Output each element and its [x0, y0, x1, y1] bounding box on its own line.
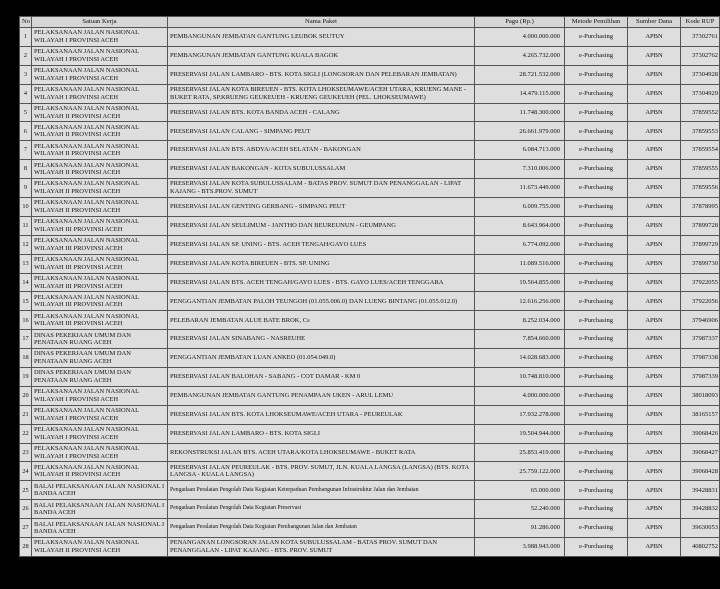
- cell-satuan-kerja: PELAKSANAAN JALAN NASIONAL WILAYAH III PROVINSI ACEH: [32, 235, 168, 254]
- cell-pagu: 65.000.000: [475, 481, 565, 500]
- table-row: [20, 103, 720, 122]
- cell-nama-paket: PRESERVASI JALAN KOTA BIREUEN - BTS. KOTA LHOKSEUMAWE/ACEH UTARA, KRUENG MANE - BUKET RATA, SP.KRUENG GEUKEUEH - KRUENG GEUKEUEH (PEL. LHOKSEUMAWE): [168, 84, 475, 103]
- cell-nama-paket: PRESERVASI JALAN GENTING GERBANG - SIMPANG PEUT: [168, 198, 475, 217]
- cell-nama-paket: PRESERVASI JALAN BTS. KOTA BANDA ACEH - CALANG: [168, 103, 475, 122]
- table-row: [20, 443, 720, 462]
- table-row: [20, 368, 720, 387]
- cell-satuan-kerja: PELAKSANAAN JALAN NASIONAL WILAYAH II PROVINSI ACEH: [32, 538, 168, 557]
- cell-pagu: 19.564.855.000: [475, 273, 565, 292]
- cell-no: 22: [20, 424, 32, 443]
- cell-kode-rup: 40802752: [681, 538, 720, 557]
- cell-no: 14: [20, 273, 32, 292]
- cell-nama-paket: REKONSTRUKSI JALAN BTS. ACEH UTARA/KOTA LHOKSEUMAWE - BUKET RATA: [168, 443, 475, 462]
- cell-kode-rup: 37922056: [681, 292, 720, 311]
- cell-metode-pemilihan: e-Purchasing: [565, 160, 628, 179]
- cell-metode-pemilihan: e-Purchasing: [565, 103, 628, 122]
- cell-metode-pemilihan: e-Purchasing: [565, 216, 628, 235]
- cell-nama-paket: PRESERVASI JALAN SINABANG - NASREUHE: [168, 330, 475, 349]
- cell-pagu: 11.673.449.000: [475, 179, 565, 198]
- cell-no: 18: [20, 349, 32, 368]
- cell-metode-pemilihan: e-Purchasing: [565, 254, 628, 273]
- cell-sumber-dana: APBN: [628, 235, 681, 254]
- header-pagu: Pagu (Rp.): [475, 17, 565, 28]
- cell-satuan-kerja: PELAKSANAAN JALAN NASIONAL WILAYAH III PROVINSI ACEH: [32, 311, 168, 330]
- cell-no: 7: [20, 141, 32, 160]
- cell-no: 12: [20, 235, 32, 254]
- cell-satuan-kerja: PELAKSANAAN JALAN NASIONAL WILAYAH I PROVINSI ACEH: [32, 65, 168, 84]
- cell-metode-pemilihan: e-Purchasing: [565, 462, 628, 481]
- cell-kode-rup: 37987339: [681, 368, 720, 387]
- cell-no: 8: [20, 160, 32, 179]
- cell-nama-paket: PENGGANTIAN JEMBATAN LUAN ANKEO (01.054.049.0): [168, 349, 475, 368]
- table-row: [20, 216, 720, 235]
- cell-metode-pemilihan: e-Purchasing: [565, 424, 628, 443]
- cell-pagu: 26.661.979.000: [475, 122, 565, 141]
- table-row: [20, 424, 720, 443]
- cell-no: 15: [20, 292, 32, 311]
- cell-nama-paket: PRESERVASI JALAN SP. UNING - BTS. ACEH TENGAH/GAYO LUES: [168, 235, 475, 254]
- cell-no: 1: [20, 28, 32, 47]
- cell-satuan-kerja: DINAS PEKERJAAN UMUM DAN PENATAAN RUANG ACEH: [32, 330, 168, 349]
- cell-pagu: 91.286.000: [475, 519, 565, 538]
- cell-nama-paket: PEMBANGUNAN JEMBATAN GANTUNG PENAMPAAN UKEN - ARUL LEMU: [168, 386, 475, 405]
- cell-metode-pemilihan: e-Purchasing: [565, 122, 628, 141]
- table-row: [20, 179, 720, 198]
- cell-sumber-dana: APBN: [628, 273, 681, 292]
- table-row: [20, 160, 720, 179]
- cell-no: 23: [20, 443, 32, 462]
- cell-pagu: 6.009.755.000: [475, 198, 565, 217]
- cell-metode-pemilihan: e-Purchasing: [565, 481, 628, 500]
- cell-pagu: 14.479.115.000: [475, 84, 565, 103]
- table-row: [20, 65, 720, 84]
- cell-no: 6: [20, 122, 32, 141]
- cell-nama-paket: PELEBARAN JEMBATAN ALUE BATE BROK, Cs: [168, 311, 475, 330]
- cell-nama-paket: PENANGANAN LONGSORAN JALAN KOTA SUBULUSSALAM - BATAS PROV. SUMUT DAN PENANGGALAN - LIPAT KAJANG - BTS. PROV. SUMUT: [168, 538, 475, 557]
- cell-kode-rup: 37859552: [681, 103, 720, 122]
- cell-no: 25: [20, 481, 32, 500]
- cell-sumber-dana: APBN: [628, 216, 681, 235]
- cell-kode-rup: 37304929: [681, 84, 720, 103]
- cell-kode-rup: 38018093: [681, 386, 720, 405]
- cell-sumber-dana: APBN: [628, 160, 681, 179]
- table-row: [20, 46, 720, 65]
- cell-sumber-dana: APBN: [628, 179, 681, 198]
- cell-nama-paket: PRESERVASI JALAN KOTA SUBULUSSALAM - BATAS PROV. SUMUT DAN PENANGGALAN - LIPAT KAJANG - BTS.PROV. SUMUT: [168, 179, 475, 198]
- cell-satuan-kerja: BALAI PELAKSANAAN JALAN NASIONAL I BANDA ACEH: [32, 481, 168, 500]
- cell-metode-pemilihan: e-Purchasing: [565, 519, 628, 538]
- cell-metode-pemilihan: e-Purchasing: [565, 65, 628, 84]
- cell-nama-paket: PRESERVASI JALAN BTS. ACEH TENGAH/GAYO LUES - BTS. GAYO LUES/ACEH TENGGARA: [168, 273, 475, 292]
- cell-satuan-kerja: PELAKSANAAN JALAN NASIONAL WILAYAH II PROVINSI ACEH: [32, 160, 168, 179]
- table-row: [20, 198, 720, 217]
- table-row: [20, 141, 720, 160]
- table-row: [20, 500, 720, 519]
- cell-pagu: 3.988.943.000: [475, 538, 565, 557]
- cell-kode-rup: 37302761: [681, 28, 720, 47]
- cell-sumber-dana: APBN: [628, 103, 681, 122]
- cell-nama-paket: PEMBANGUNAN JEMBATAN GANTUNG LEUBOK SEUTUY: [168, 28, 475, 47]
- cell-pagu: 8.643.964.000: [475, 216, 565, 235]
- cell-satuan-kerja: PELAKSANAAN JALAN NASIONAL WILAYAH II PROVINSI ACEH: [32, 141, 168, 160]
- cell-pagu: 4.265.732.000: [475, 46, 565, 65]
- header-row: [20, 17, 720, 28]
- cell-kode-rup: 37899728: [681, 216, 720, 235]
- cell-no: 9: [20, 179, 32, 198]
- cell-nama-paket: PRESERVASI JALAN BTS. ABDYA/ACEH SELATAN - BAKONGAN: [168, 141, 475, 160]
- cell-nama-paket: PRESERVASI JALAN PEUREULAK - BTS. PROV. SUMUT, JLN. KUALA LANGSA (LANGSA) (BTS. KOTA LANGSA - KUALA LANGSA): [168, 462, 475, 481]
- cell-sumber-dana: APBN: [628, 462, 681, 481]
- cell-no: 4: [20, 84, 32, 103]
- cell-sumber-dana: APBN: [628, 46, 681, 65]
- cell-satuan-kerja: PELAKSANAAN JALAN NASIONAL WILAYAH II PROVINSI ACEH: [32, 103, 168, 122]
- cell-no: 19: [20, 368, 32, 387]
- cell-kode-rup: 37899729: [681, 235, 720, 254]
- cell-metode-pemilihan: e-Purchasing: [565, 311, 628, 330]
- cell-satuan-kerja: PELAKSANAAN JALAN NASIONAL WILAYAH II PROVINSI ACEH: [32, 462, 168, 481]
- cell-kode-rup: 37899730: [681, 254, 720, 273]
- cell-kode-rup: 37859554: [681, 141, 720, 160]
- cell-pagu: 7.854.660.000: [475, 330, 565, 349]
- cell-metode-pemilihan: e-Purchasing: [565, 141, 628, 160]
- header-kode-rup: Kode RUP: [681, 17, 720, 28]
- cell-kode-rup: 37922055: [681, 273, 720, 292]
- cell-satuan-kerja: PELAKSANAAN JALAN NASIONAL WILAYAH III PROVINSI ACEH: [32, 254, 168, 273]
- cell-kode-rup: 37878995: [681, 198, 720, 217]
- cell-kode-rup: 39428831: [681, 481, 720, 500]
- cell-kode-rup: 37304928: [681, 65, 720, 84]
- cell-nama-paket: PEMBANGUNAN JEMBATAN GANTUNG KUALA BAGOK: [168, 46, 475, 65]
- table-row: [20, 330, 720, 349]
- cell-satuan-kerja: PELAKSANAAN JALAN NASIONAL WILAYAH I PROVINSI ACEH: [32, 386, 168, 405]
- cell-satuan-kerja: PELAKSANAAN JALAN NASIONAL WILAYAH II PROVINSI ACEH: [32, 179, 168, 198]
- cell-sumber-dana: APBN: [628, 443, 681, 462]
- cell-satuan-kerja: PELAKSANAAN JALAN NASIONAL WILAYAH I PROVINSI ACEH: [32, 46, 168, 65]
- cell-nama-paket: PRESERVASI JALAN LAMBARO - BTS. KOTA SIGLI: [168, 424, 475, 443]
- cell-kode-rup: 37859553: [681, 122, 720, 141]
- cell-pagu: 12.616.256.000: [475, 292, 565, 311]
- table-row: [20, 405, 720, 424]
- cell-no: 17: [20, 330, 32, 349]
- cell-satuan-kerja: PELAKSANAAN JALAN NASIONAL WILAYAH I PROVINSI ACEH: [32, 443, 168, 462]
- cell-pagu: 6.774.092.000: [475, 235, 565, 254]
- cell-sumber-dana: APBN: [628, 311, 681, 330]
- cell-metode-pemilihan: e-Purchasing: [565, 28, 628, 47]
- cell-pagu: 6.084.713.000: [475, 141, 565, 160]
- cell-pagu: 8.252.034.000: [475, 311, 565, 330]
- table-row: [20, 122, 720, 141]
- cell-sumber-dana: APBN: [628, 65, 681, 84]
- cell-satuan-kerja: PELAKSANAAN JALAN NASIONAL WILAYAH I PROVINSI ACEH: [32, 405, 168, 424]
- cell-metode-pemilihan: e-Purchasing: [565, 386, 628, 405]
- table-row: [20, 462, 720, 481]
- cell-metode-pemilihan: e-Purchasing: [565, 443, 628, 462]
- cell-satuan-kerja: PELAKSANAAN JALAN NASIONAL WILAYAH I PROVINSI ACEH: [32, 28, 168, 47]
- cell-satuan-kerja: PELAKSANAAN JALAN NASIONAL WILAYAH III PROVINSI ACEH: [32, 292, 168, 311]
- cell-kode-rup: 37859556: [681, 179, 720, 198]
- cell-metode-pemilihan: e-Purchasing: [565, 330, 628, 349]
- cell-no: 26: [20, 500, 32, 519]
- table-row: [20, 84, 720, 103]
- cell-metode-pemilihan: e-Purchasing: [565, 46, 628, 65]
- cell-pagu: 28.721.532.000: [475, 65, 565, 84]
- cell-metode-pemilihan: e-Purchasing: [565, 235, 628, 254]
- cell-sumber-dana: APBN: [628, 254, 681, 273]
- table-row: [20, 28, 720, 47]
- cell-satuan-kerja: PELAKSANAAN JALAN NASIONAL WILAYAH III PROVINSI ACEH: [32, 273, 168, 292]
- cell-sumber-dana: APBN: [628, 330, 681, 349]
- table-row: [20, 349, 720, 368]
- cell-sumber-dana: APBN: [628, 424, 681, 443]
- cell-no: 5: [20, 103, 32, 122]
- cell-sumber-dana: APBN: [628, 368, 681, 387]
- cell-sumber-dana: APBN: [628, 292, 681, 311]
- cell-nama-paket: Pengadaan Peralatan Pengolah Data Kegiatan Pembangunan Jalan dan Jembatan: [168, 519, 475, 538]
- cell-kode-rup: 37859555: [681, 160, 720, 179]
- cell-kode-rup: 39068427: [681, 443, 720, 462]
- cell-metode-pemilihan: e-Purchasing: [565, 84, 628, 103]
- cell-nama-paket: Pengadaan Peralatan Pengolah Data Kegiatan Preservasi: [168, 500, 475, 519]
- cell-sumber-dana: APBN: [628, 141, 681, 160]
- cell-nama-paket: PRESERVASI JALAN BTS. KOTA LHOKSEUMAWE/ACEH UTARA - PEUREULAK: [168, 405, 475, 424]
- table-row: [20, 311, 720, 330]
- cell-satuan-kerja: PELAKSANAAN JALAN NASIONAL WILAYAH I PROVINSI ACEH: [32, 84, 168, 103]
- cell-no: 24: [20, 462, 32, 481]
- cell-kode-rup: 39428832: [681, 500, 720, 519]
- cell-metode-pemilihan: e-Purchasing: [565, 179, 628, 198]
- cell-nama-paket: PRESERVASI JALAN BALOHAN - SABANG - COT DAMAR - KM 0: [168, 368, 475, 387]
- table-row: [20, 386, 720, 405]
- cell-nama-paket: Pengadaan Peralatan Pengolah Data Kegiatan Keterpaduan Pembangunan Infrastruktur Jalan dan Jembatan: [168, 481, 475, 500]
- cell-no: 28: [20, 538, 32, 557]
- cell-kode-rup: 37987337: [681, 330, 720, 349]
- cell-metode-pemilihan: e-Purchasing: [565, 198, 628, 217]
- cell-no: 16: [20, 311, 32, 330]
- cell-pagu: 10.748.810.000: [475, 368, 565, 387]
- cell-metode-pemilihan: e-Purchasing: [565, 500, 628, 519]
- cell-metode-pemilihan: e-Purchasing: [565, 538, 628, 557]
- cell-satuan-kerja: BALAI PELAKSANAAN JALAN NASIONAL I BANDA ACEH: [32, 519, 168, 538]
- cell-nama-paket: PRESERVASI JALAN SEULIMUM - JANTHO DAN BEUREUNUN - GEUMPANG: [168, 216, 475, 235]
- cell-kode-rup: 38165157: [681, 405, 720, 424]
- cell-pagu: 25.853.419.000: [475, 443, 565, 462]
- cell-kode-rup: 37302762: [681, 46, 720, 65]
- cell-satuan-kerja: DINAS PEKERJAAN UMUM DAN PENATAAN RUANG ACEH: [32, 368, 168, 387]
- cell-nama-paket: PRESERVASI JALAN LAMBARO - BTS. KOTA SIGLI (LONGSORAN DAN PELEBARAN JEMBATAN): [168, 65, 475, 84]
- table-row: [20, 519, 720, 538]
- cell-no: 10: [20, 198, 32, 217]
- cell-nama-paket: PRESERVASI JALAN KOTA BIREUEN - BTS. SP. UNING: [168, 254, 475, 273]
- cell-nama-paket: PRESERVASI JALAN BAKONGAN - KOTA SUBULUSSALAM: [168, 160, 475, 179]
- cell-no: 2: [20, 46, 32, 65]
- cell-satuan-kerja: PELAKSANAAN JALAN NASIONAL WILAYAH I PROVINSI ACEH: [32, 424, 168, 443]
- cell-nama-paket: PENGGANTIAN JEMBATAN PALOH TEUNGOH (01.055.006.0) DAN LUENG BINTANG (01.055.012.0): [168, 292, 475, 311]
- table-row: [20, 273, 720, 292]
- table-row: [20, 538, 720, 557]
- cell-pagu: 4.000.000.000: [475, 386, 565, 405]
- cell-metode-pemilihan: e-Purchasing: [565, 368, 628, 387]
- header-no: No: [20, 17, 32, 28]
- cell-pagu: 17.932.278.000: [475, 405, 565, 424]
- cell-no: 13: [20, 254, 32, 273]
- cell-pagu: 11.089.516.000: [475, 254, 565, 273]
- cell-satuan-kerja: PELAKSANAAN JALAN NASIONAL WILAYAH II PROVINSI ACEH: [32, 122, 168, 141]
- header-metode-pemilihan: Metode Pemilihan: [565, 17, 628, 28]
- procurement-table: [19, 16, 720, 557]
- table-row: [20, 254, 720, 273]
- header-nama-paket: Nama Paket: [168, 17, 475, 28]
- cell-sumber-dana: APBN: [628, 349, 681, 368]
- cell-sumber-dana: APBN: [628, 519, 681, 538]
- cell-no: 11: [20, 216, 32, 235]
- cell-sumber-dana: APBN: [628, 122, 681, 141]
- cell-pagu: 25.759.122.000: [475, 462, 565, 481]
- table-row: [20, 481, 720, 500]
- cell-metode-pemilihan: e-Purchasing: [565, 273, 628, 292]
- cell-no: 3: [20, 65, 32, 84]
- cell-satuan-kerja: BALAI PELAKSANAAN JALAN NASIONAL I BANDA ACEH: [32, 500, 168, 519]
- cell-kode-rup: 37987338: [681, 349, 720, 368]
- cell-sumber-dana: APBN: [628, 198, 681, 217]
- cell-no: 20: [20, 386, 32, 405]
- cell-metode-pemilihan: e-Purchasing: [565, 405, 628, 424]
- cell-sumber-dana: APBN: [628, 538, 681, 557]
- cell-sumber-dana: APBN: [628, 405, 681, 424]
- cell-sumber-dana: APBN: [628, 386, 681, 405]
- cell-sumber-dana: APBN: [628, 500, 681, 519]
- cell-pagu: 19.504.944.000: [475, 424, 565, 443]
- cell-pagu: 52.240.000: [475, 500, 565, 519]
- cell-satuan-kerja: PELAKSANAAN JALAN NASIONAL WILAYAH II PROVINSI ACEH: [32, 198, 168, 217]
- cell-kode-rup: 39068426: [681, 424, 720, 443]
- header-satuan-kerja: Satuan Kerja: [32, 17, 168, 28]
- cell-kode-rup: 39068428: [681, 462, 720, 481]
- cell-sumber-dana: APBN: [628, 84, 681, 103]
- cell-nama-paket: PRESERVASI JALAN CALANG - SIMPANG PEUT: [168, 122, 475, 141]
- cell-pagu: 4.000.000.000: [475, 28, 565, 47]
- cell-satuan-kerja: PELAKSANAAN JALAN NASIONAL WILAYAH III PROVINSI ACEH: [32, 216, 168, 235]
- table-row: [20, 292, 720, 311]
- header-sumber-dana: Sumber Dana: [628, 17, 681, 28]
- cell-pagu: 11.748.300.000: [475, 103, 565, 122]
- cell-kode-rup: 37946906: [681, 311, 720, 330]
- cell-sumber-dana: APBN: [628, 28, 681, 47]
- cell-no: 27: [20, 519, 32, 538]
- cell-no: 21: [20, 405, 32, 424]
- cell-metode-pemilihan: e-Purchasing: [565, 292, 628, 311]
- cell-kode-rup: 39630053: [681, 519, 720, 538]
- cell-sumber-dana: APBN: [628, 481, 681, 500]
- cell-satuan-kerja: DINAS PEKERJAAN UMUM DAN PENATAAN RUANG ACEH: [32, 349, 168, 368]
- cell-pagu: 7.310.006.000: [475, 160, 565, 179]
- cell-pagu: 14.028.683.000: [475, 349, 565, 368]
- cell-metode-pemilihan: e-Purchasing: [565, 349, 628, 368]
- table-row: [20, 235, 720, 254]
